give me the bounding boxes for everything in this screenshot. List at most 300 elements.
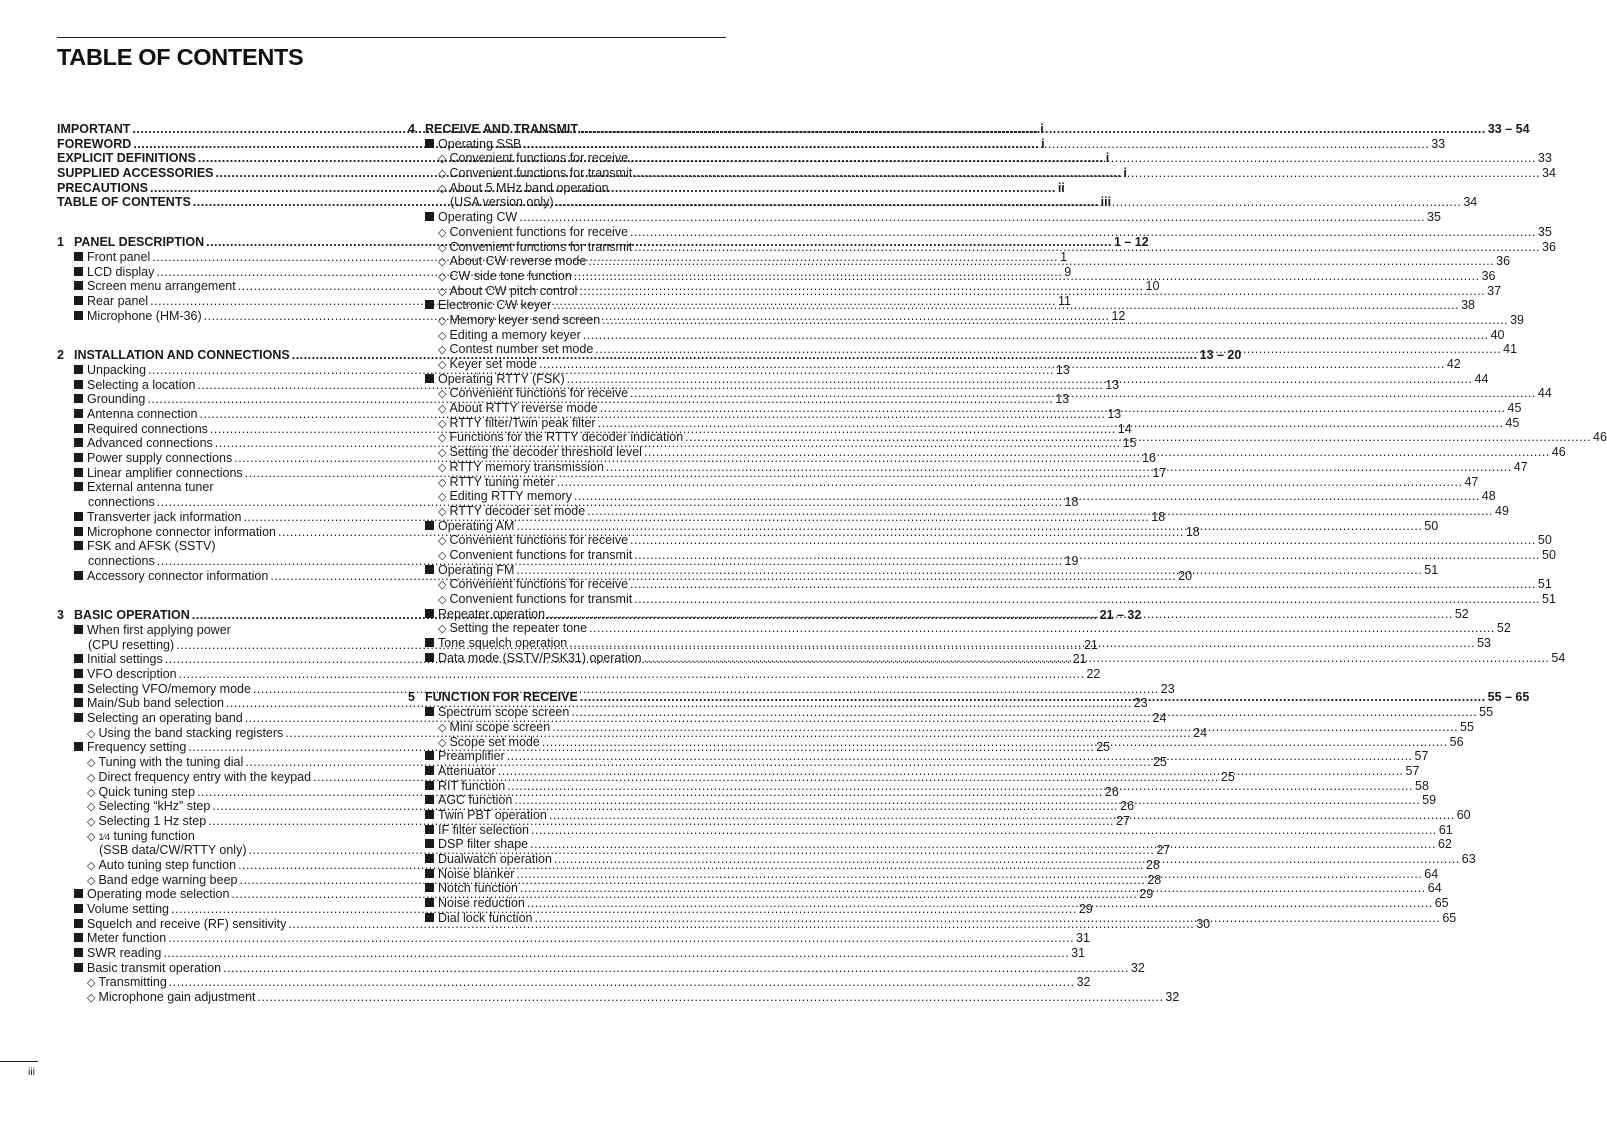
bullet-square-icon — [74, 365, 83, 374]
entry-title — [74, 265, 154, 280]
entry-label: Noise blanker — [438, 866, 515, 881]
page-number: i — [1105, 151, 1110, 166]
entry-label: RTTY decoder set mode — [449, 503, 586, 518]
toc-entry[interactable] — [408, 210, 1441, 225]
page-number: 33 — [1431, 136, 1446, 151]
page-number: 32 — [1130, 960, 1145, 975]
toc-subentry[interactable] — [408, 268, 1496, 284]
diamond-bullet-icon: ◇ — [87, 874, 96, 887]
bullet-square-icon — [74, 904, 83, 913]
toc-subentry[interactable] — [408, 474, 1479, 490]
page-number: 49 — [1495, 503, 1509, 518]
entry-label: Dial lock function — [438, 910, 533, 925]
dot-leader — [507, 779, 1413, 794]
dot-leader — [169, 975, 1075, 990]
diamond-bullet-icon: ◇ — [438, 721, 447, 734]
page-number: 31 — [1071, 946, 1086, 961]
page-number: 11 — [1057, 293, 1071, 308]
entry-title — [74, 569, 268, 584]
page-number: 24 — [1152, 711, 1167, 726]
page-number: 13 — [1055, 362, 1070, 377]
page-number: 46 — [1593, 430, 1607, 445]
page-number: 55 — [1460, 719, 1474, 734]
entry-title — [87, 829, 195, 845]
dot-leader — [519, 210, 1425, 225]
entry-title — [425, 837, 528, 852]
toc-subentry[interactable] — [408, 224, 1552, 240]
bullet-square-icon — [74, 948, 83, 957]
section-title — [57, 348, 290, 363]
dot-leader — [598, 416, 1504, 431]
entry-title — [425, 137, 521, 152]
bullet-square-icon — [425, 839, 434, 848]
entry-title — [425, 896, 525, 911]
entry-title — [425, 651, 642, 666]
bullet-square-icon — [74, 296, 83, 305]
page-number: 32 — [1076, 975, 1091, 990]
page-number: 52 — [1496, 621, 1511, 636]
bullet-square-icon — [74, 669, 83, 678]
entry-label: Transmitting — [98, 975, 167, 990]
entry-title — [74, 392, 145, 407]
page-number: ii — [1057, 180, 1065, 195]
entry-title — [425, 808, 547, 823]
page-number: 21 — [1083, 637, 1098, 652]
page-number: i — [1041, 136, 1045, 151]
entry-label: Basic transmit operation — [87, 960, 222, 975]
bullet-square-icon — [74, 424, 83, 433]
entry-label: Advanced connections — [87, 436, 213, 451]
entry-title — [57, 151, 196, 166]
diamond-bullet-icon: ◇ — [438, 476, 447, 489]
page-number: 60 — [1456, 807, 1471, 822]
toc-entry[interactable] — [57, 667, 1101, 682]
entry-title — [438, 416, 596, 432]
bullet-square-icon — [74, 713, 83, 722]
bullet-square-icon — [74, 380, 83, 389]
page-number: 37 — [1487, 283, 1502, 298]
bullet-square-icon — [425, 854, 434, 863]
diamond-bullet-icon: ◇ — [438, 314, 447, 327]
diamond-bullet-icon: ◇ — [438, 505, 447, 518]
entry-label: RTTY tuning meter — [449, 474, 555, 489]
page-number: 64 — [1424, 866, 1439, 881]
entry-label: PRECAUTIONS — [57, 180, 148, 195]
section-label: RECEIVE AND TRANSMIT — [425, 122, 579, 136]
bullet-square-icon — [74, 698, 83, 707]
entry-title — [450, 195, 554, 210]
bullet-square-icon — [425, 212, 434, 221]
section-page-range: 33 – 54 — [1487, 122, 1530, 136]
entry-title — [425, 911, 533, 926]
page-number: 23 — [1133, 696, 1148, 711]
page-number: 58 — [1415, 778, 1429, 793]
bullet-square-icon — [74, 482, 83, 491]
page-number: 26 — [1104, 784, 1119, 799]
page-number: 45 — [1505, 415, 1520, 430]
page-number: 35 — [1537, 224, 1552, 239]
entry-label: Noise reduction — [438, 896, 525, 911]
page-number: 25 — [1153, 755, 1167, 770]
dot-leader — [556, 195, 1462, 210]
entry-title — [425, 210, 517, 225]
diamond-bullet-icon: ◇ — [438, 417, 447, 430]
entry-label: Operating AM — [438, 518, 515, 533]
entry-label: Selecting a location — [87, 377, 196, 392]
entry-label: Preamplifier — [438, 749, 505, 764]
toc-entry[interactable] — [57, 480, 375, 495]
page-number: 15 — [1122, 436, 1137, 451]
dot-leader — [630, 151, 1536, 166]
entry-title — [438, 735, 540, 751]
entry-label: DSP filter shape — [438, 837, 529, 852]
entry-label: Operating FM — [438, 562, 515, 577]
entry-label: SUPPLIED ACCESSORIES — [57, 166, 214, 181]
toc-entry[interactable] — [57, 960, 1145, 976]
toc-entry[interactable] — [408, 822, 1453, 838]
dot-leader — [516, 563, 1422, 578]
dot-leader — [553, 298, 1459, 313]
entry-title — [438, 401, 598, 417]
entry-title — [57, 137, 131, 152]
page-number: 21 — [1072, 652, 1087, 667]
page-number: 36 — [1481, 268, 1496, 283]
entry-title — [438, 269, 572, 285]
page-number: 9 — [1064, 264, 1072, 279]
entry-title — [438, 357, 537, 373]
entry-label: Tone squelch operation — [438, 636, 568, 651]
bullet-square-icon — [74, 684, 83, 693]
entry-label: Using the band stacking registers — [98, 725, 284, 740]
dot-leader — [630, 225, 1536, 240]
entry-title — [87, 799, 210, 815]
entry-label: Volume setting — [87, 902, 169, 916]
entry-title — [87, 858, 236, 874]
diamond-bullet-icon: ◇ — [438, 168, 447, 181]
diamond-bullet-icon: ◇ — [87, 786, 96, 799]
entry-label: (CPU resetting) — [88, 637, 175, 652]
entry-title — [57, 181, 148, 196]
entry-title — [74, 961, 221, 976]
diamond-bullet-icon: ◇ — [438, 736, 447, 749]
bullet-square-icon — [74, 394, 83, 403]
entry-title — [74, 682, 251, 697]
entry-label: About RTTY reverse mode — [449, 401, 598, 416]
toc-subentry[interactable] — [57, 829, 375, 844]
entry-label: Direct frequency entry with the keypad — [98, 769, 312, 784]
diamond-bullet-icon: ◇ — [438, 432, 447, 445]
entry-label: Selecting 1 Hz step — [98, 813, 207, 828]
entry-label: Quick tuning step — [98, 784, 196, 799]
dot-leader — [531, 823, 1437, 838]
entry-label: Convenient functions for transmit — [449, 166, 633, 181]
entry-label: Selecting “kHz” step — [98, 799, 211, 814]
entry-title — [438, 592, 632, 608]
entry-title — [88, 495, 155, 510]
entry-label: Rear panel — [87, 293, 149, 308]
page-number: 19 — [1064, 553, 1079, 568]
bullet-square-icon — [425, 751, 434, 760]
page-number: 20 — [1178, 568, 1193, 583]
bullet-square-icon — [74, 468, 83, 477]
entry-label: Twin PBT operation — [438, 807, 547, 822]
entry-title — [74, 309, 202, 324]
toc-subentry[interactable] — [408, 181, 726, 196]
dot-leader — [523, 137, 1429, 152]
bullet-square-icon — [425, 374, 434, 383]
entry-label: Operating CW — [438, 210, 518, 225]
toc-subentry[interactable] — [408, 533, 1552, 548]
entry-title — [425, 749, 505, 764]
dot-leader — [549, 808, 1455, 823]
section-page-range: 21 – 32 — [1099, 608, 1142, 623]
dot-leader — [634, 166, 1540, 181]
entry-label: Editing a memory keyer — [449, 327, 581, 342]
entry-title — [57, 195, 191, 210]
page-number: 52 — [1454, 606, 1469, 621]
bullet-square-icon — [425, 766, 434, 775]
footer-page-number: iii — [28, 1066, 35, 1078]
toc-subentry[interactable] — [57, 975, 1091, 990]
section-title — [408, 690, 578, 705]
entry-label: Mini scope screen — [449, 719, 551, 734]
toc-entry[interactable] — [57, 946, 1086, 961]
entry-title — [425, 563, 514, 578]
entry-title — [438, 489, 572, 505]
entry-label: Squelch and receive (RF) sensitivity — [87, 916, 287, 931]
diamond-bullet-icon: ◇ — [438, 388, 447, 401]
entry-title — [87, 975, 167, 991]
dot-leader — [580, 690, 1486, 705]
page-number: 13 — [1107, 407, 1122, 421]
diamond-bullet-icon: ◇ — [87, 801, 96, 814]
entry-label: About CW pitch control — [449, 283, 578, 298]
page-number: 53 — [1477, 636, 1491, 651]
page-number: 56 — [1449, 734, 1464, 749]
bullet-square-icon — [425, 609, 434, 618]
entry-title — [57, 122, 130, 137]
dot-leader — [571, 705, 1477, 720]
bullet-square-icon — [425, 300, 434, 309]
toc-entry[interactable] — [57, 623, 375, 638]
toc-entry[interactable] — [57, 539, 375, 554]
entry-title — [74, 451, 232, 466]
page-number: i — [1123, 166, 1127, 181]
entry-title — [438, 225, 628, 241]
entry-label: TABLE OF CONTENTS — [57, 195, 191, 210]
toc-subentry[interactable] — [408, 254, 1511, 269]
dot-leader — [634, 240, 1540, 255]
entry-title — [438, 386, 628, 402]
dot-leader — [644, 445, 1550, 460]
diamond-bullet-icon: ◇ — [438, 461, 447, 474]
toc-entry[interactable] — [57, 681, 1175, 697]
entry-title — [74, 510, 241, 525]
entry-label: Operating mode selection — [87, 887, 230, 902]
top-rule — [57, 37, 726, 38]
entry-title — [74, 740, 186, 755]
diamond-bullet-icon: ◇ — [438, 535, 447, 548]
toc-subentry[interactable] — [408, 621, 1511, 636]
page-number: 54 — [1551, 650, 1566, 665]
entry-title — [438, 328, 581, 344]
bullet-square-icon — [74, 281, 83, 290]
section-title — [408, 122, 578, 137]
diamond-bullet-icon: ◇ — [438, 579, 447, 592]
bullet-square-icon — [74, 512, 83, 521]
diamond-bullet-icon: ◇ — [438, 623, 447, 636]
entry-label: Setting the decoder threshold level — [449, 445, 642, 460]
bullet-square-icon — [74, 409, 83, 418]
entry-title — [438, 181, 609, 197]
entry-title — [438, 342, 593, 358]
dot-leader — [583, 328, 1489, 343]
dot-leader — [520, 881, 1426, 896]
entry-title — [74, 917, 286, 932]
toc-subentry[interactable] — [57, 990, 1180, 1005]
page-number: 26 — [1120, 799, 1135, 814]
entry-label: Accessory connector information — [87, 568, 269, 583]
toc-subentry[interactable] — [408, 166, 1556, 181]
page-number: 64 — [1427, 881, 1442, 896]
bullet-square-icon — [74, 267, 83, 276]
page-number: 18 — [1185, 524, 1200, 539]
dot-leader — [588, 254, 1494, 269]
entry-title — [74, 363, 146, 378]
page-number: 50 — [1537, 533, 1552, 548]
entry-label: About 5 MHz band operation — [449, 180, 609, 195]
entry-label: External antenna tuner — [87, 480, 214, 495]
bullet-square-icon — [425, 913, 434, 922]
bullet-square-icon — [74, 311, 83, 320]
entry-title — [74, 652, 163, 667]
entry-title — [438, 313, 600, 329]
entry-title — [74, 407, 198, 422]
toc-subentry[interactable] — [408, 577, 1552, 592]
dot-leader — [552, 720, 1458, 735]
dot-leader — [569, 636, 1475, 651]
page-number: 34 — [1463, 195, 1478, 210]
entry-title — [57, 166, 214, 181]
dot-leader — [630, 386, 1536, 401]
page-number: 12 — [1111, 308, 1126, 323]
page-number: 33 — [1537, 151, 1552, 166]
entry-label: Grounding — [87, 392, 146, 407]
entry-title — [425, 764, 496, 779]
page-number: 63 — [1461, 852, 1476, 866]
dot-leader — [634, 548, 1540, 563]
section-number: 4 — [408, 122, 415, 136]
entry-title — [74, 279, 236, 294]
diamond-bullet-icon: ◇ — [87, 859, 96, 872]
entry-label: Convenient functions for receive — [449, 533, 629, 548]
entry-label: Initial settings — [87, 652, 163, 667]
page-number: 50 — [1542, 547, 1556, 562]
page-number: 25 — [1096, 740, 1111, 755]
bullet-square-icon — [425, 653, 434, 662]
section-number: 2 — [57, 348, 64, 363]
page-number: 25 — [1220, 769, 1235, 784]
entry-title — [425, 779, 505, 794]
dot-leader — [595, 342, 1501, 357]
entry-title — [438, 577, 628, 593]
dot-leader — [535, 911, 1441, 926]
page-number: 29 — [1139, 887, 1154, 902]
bullet-square-icon — [425, 825, 434, 834]
dot-leader — [516, 519, 1422, 534]
diamond-bullet-icon: ◇ — [87, 992, 96, 1005]
toc-subentry[interactable] — [408, 151, 1552, 166]
entry-title — [87, 726, 283, 742]
entry-title — [74, 436, 213, 451]
page-title: TABLE OF CONTENTS — [57, 44, 304, 70]
dot-leader — [634, 592, 1540, 607]
entry-title — [438, 166, 632, 182]
page-number: 27 — [1116, 813, 1130, 828]
entry-label: When first applying power — [87, 622, 231, 637]
entry-title — [438, 475, 555, 491]
entry-label: Unpacking — [87, 362, 147, 377]
entry-label: AGC function — [438, 793, 513, 808]
dot-leader — [223, 961, 1129, 976]
page-number: 13 — [1105, 377, 1120, 392]
entry-label: VFO description — [87, 667, 177, 681]
bullet-square-icon — [425, 707, 434, 716]
bullet-square-icon — [74, 438, 83, 447]
dot-leader — [258, 990, 1164, 1005]
bullet-square-icon — [74, 919, 83, 928]
entry-title — [425, 705, 569, 720]
entry-label: Band edge warning beep — [98, 872, 238, 887]
toc-entry[interactable] — [57, 931, 1090, 946]
dot-leader — [589, 621, 1495, 636]
section-page-range: 13 – 20 — [1199, 348, 1242, 363]
entry-title — [438, 460, 604, 476]
entry-label: Screen menu arrangement — [87, 279, 236, 294]
entry-label: RTTY memory transmission — [449, 459, 604, 474]
entry-label: Antenna connection — [87, 407, 198, 421]
page-number: 51 — [1424, 562, 1439, 577]
page-number: 39 — [1510, 312, 1524, 327]
entry-title — [74, 902, 169, 917]
entry-title — [425, 636, 567, 651]
page-number: 48 — [1481, 489, 1496, 504]
entry-title — [87, 873, 237, 889]
entry-label: Microphone gain adjustment — [98, 990, 256, 1005]
entry-label: SWR reading — [87, 946, 162, 961]
page-number: 46 — [1551, 445, 1566, 460]
dot-leader — [580, 122, 1486, 137]
section-label: BASIC OPERATION — [74, 608, 190, 623]
section-heading[interactable] — [408, 122, 1530, 137]
section-number: 5 — [408, 690, 415, 705]
entry-label: Auto tuning step function — [98, 857, 237, 872]
toc-entry[interactable] — [408, 136, 1446, 152]
dot-leader — [579, 284, 1485, 299]
toc-subentry[interactable] — [408, 327, 1505, 343]
dot-leader — [600, 401, 1506, 416]
entry-title — [74, 696, 224, 711]
entry-label: About CW reverse mode — [449, 254, 587, 269]
entry-label: Convenient functions for receive — [449, 224, 629, 239]
entry-label: Memory keyer send screen — [449, 312, 601, 327]
bullet-square-icon — [425, 638, 434, 647]
entry-label: Notch function — [438, 881, 518, 896]
entry-title — [74, 294, 148, 309]
bullet-square-icon — [425, 139, 434, 148]
diamond-bullet-icon: ◇ — [438, 447, 447, 460]
toc-subentry[interactable] — [408, 592, 1556, 607]
